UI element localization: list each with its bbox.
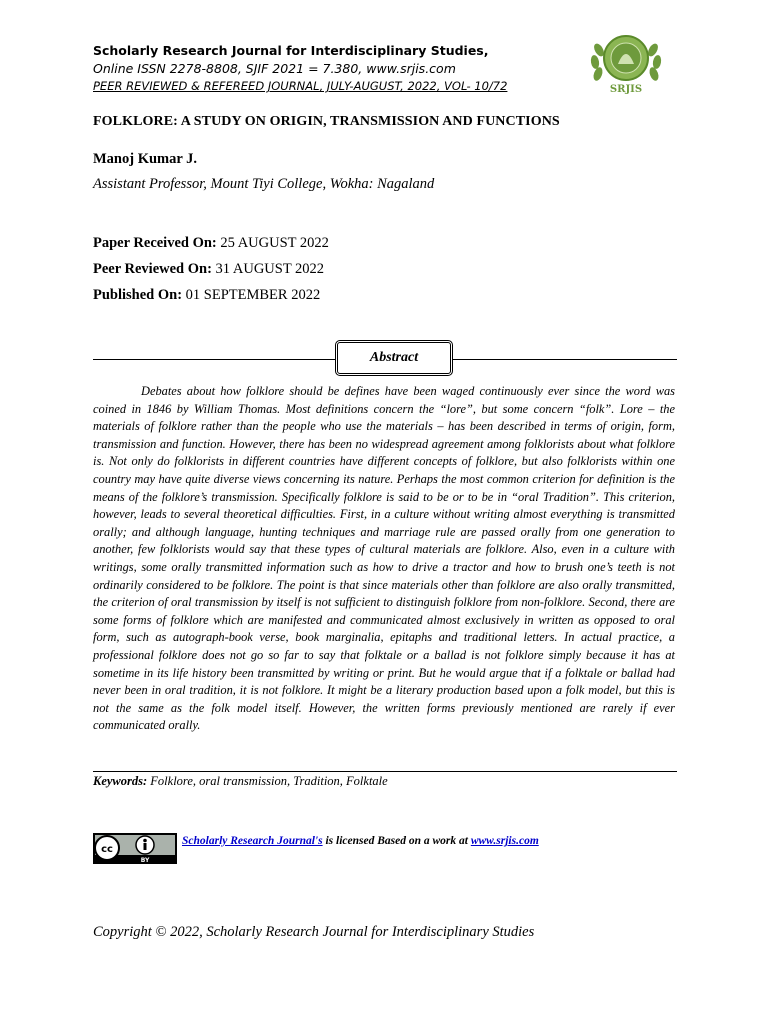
- peer-review-line: PEER REVIEWED & REFEREED JOURNAL, JULY-AUGUST, 2022, VOL- 10/72: [93, 79, 508, 93]
- journal-name: Scholarly Research Journal for Interdisciplinary Studies,: [93, 43, 489, 58]
- author-name: Manoj Kumar J.: [93, 151, 198, 167]
- keywords-divider: [93, 771, 677, 772]
- issn-line: Online ISSN 2278-8808, SJIF 2021 = 7.380, www.srjis.com: [93, 61, 456, 76]
- received-date: Paper Received On: 25 AUGUST 2022: [93, 235, 329, 251]
- journal-header: [93, 42, 573, 95]
- reviewed-date: Peer Reviewed On: 31 AUGUST 2022: [93, 261, 325, 277]
- article-title: FOLKLORE: A STUDY ON ORIGIN, TRANSMISSION AND FUNCTIONS: [93, 114, 560, 129]
- site-link[interactable]: www.srjis.com: [470, 835, 539, 847]
- cc-badge-by: BY: [140, 857, 150, 864]
- copyright-footer: Copyright © 2022, Scholarly Research Journal for Interdisciplinary Studies: [93, 924, 535, 940]
- license-statement: Scholarly Research Journal's is licensed Based on a work at www.srjis.com: [182, 835, 539, 847]
- abstract-heading: Abstract: [335, 340, 453, 376]
- abstract-rule-left: [93, 359, 335, 360]
- srjis-logo: [586, 28, 666, 98]
- published-date: Published On: 01 SEPTEMBER 2022: [93, 287, 321, 303]
- svg-text:cc: cc: [101, 844, 113, 855]
- cc-by-license-icon[interactable]: [93, 833, 177, 864]
- author-affiliation: Assistant Professor, Mount Tiyi College, Wokha: Nagaland: [93, 176, 435, 192]
- abstract-rule-right: [453, 359, 677, 360]
- journal-link[interactable]: Scholarly Research Journal's: [182, 835, 323, 847]
- abstract-text: Debates about how folklore should be defines have been waged continuously ever since the word was coined in 1846 by William Thomas. Most definitions concern the “lore”, but some concern “folk”. Lore – the materials of folklore rather than the people who use the materials – has been described in terms of origin, form, transmission and function. However, there has been no widespread agreement among folklorists about what folklore is. Not only do folklorists in different countries have different concepts of folklore, but also folklorists within one country may have quite diverse views concerning its nature. Perhaps the most common criterion for definition is the means of the folklore’s transmission. Specifically folklore is said to be or to be in “oral Tradition”. This criterion, however, leads to several theoretical difficulties. First, in a culture without writing almost everything is transmitted orally; and although language, hunting techniques and marriage rule are passed orally from one generation to another, few folklorists would say that these types of cultural materials are folklore. Also, even in a culture with writings, some orally transmitted information such as how to drive a tractor and how to brush one’s teeth is not ordinarily considered to be folklore. The point is that since materials other than folklore are also orally transmitted, the criterion of oral transmission by itself is not sufficient to distinguish folklore from non-folklore. Second, there are some forms of folklore which are manifested and communicated almost exclusively in written as opposed to oral form, such as autograph-book verse, book marginalia, epitaphs and traditional letters. In actual practice, a professional folklore does not go so far to say that folktale or a ballad is not folklore simply because it has at sometime in its life history been transmitted by writing or print. But he would argue that if a folktale or ballad had never been in oral tradition, it is not folklore. It might be a literary production based upon a folk model, but this is not the same as the folk model itself. However, the written forms previously mentioned are rarely if ever communicated orally.: [93, 384, 675, 733]
- logo-text: SRJIS: [609, 84, 643, 95]
- publication-dates: [93, 230, 329, 308]
- keywords: Keywords: Folklore, oral transmission, Tradition, Folktale: [93, 774, 388, 788]
